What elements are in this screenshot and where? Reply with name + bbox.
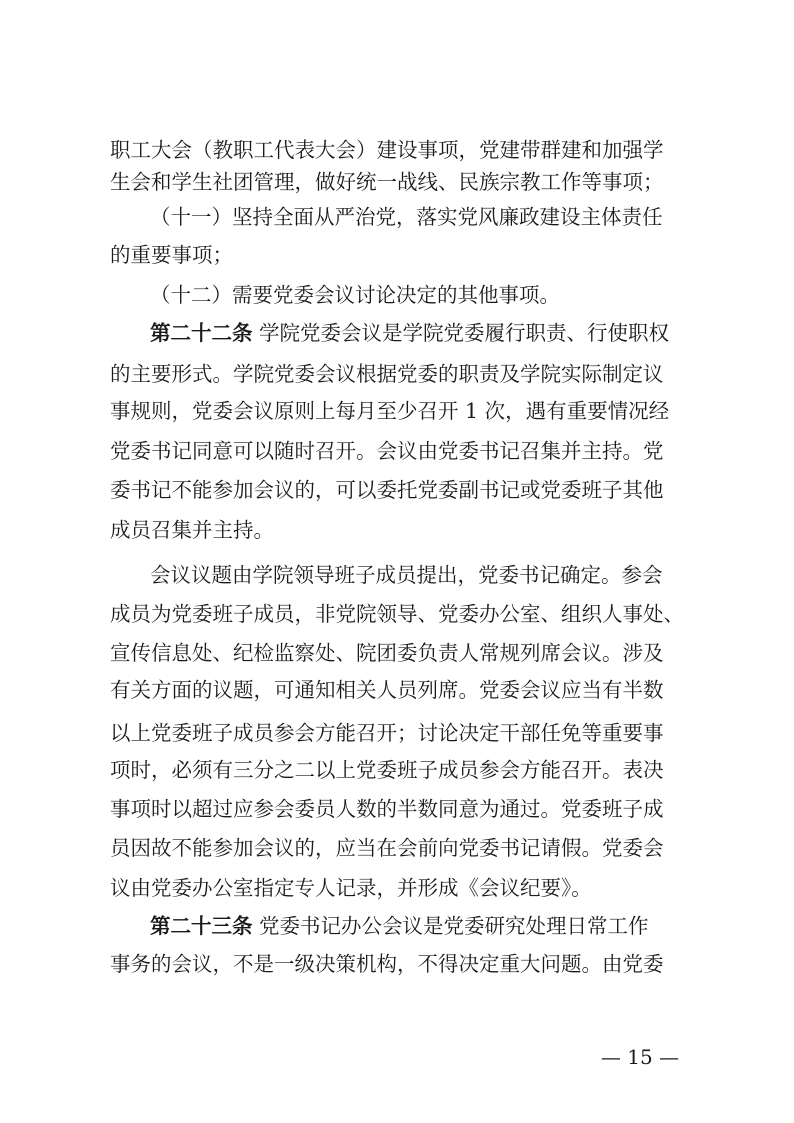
text-line: 有关方面的议题，可通知相关人员列席。党委会议应当有半数	[110, 678, 664, 702]
text-line: 成员召集并主持。	[110, 518, 274, 542]
text-line: 项时，必须有三分之二以上党委班子成员参会方能召开。表决	[110, 758, 664, 782]
text-line: 事务的会议，不是一级决策机构，不得决定重大问题。由党委	[110, 952, 664, 976]
page-number: — 15 —	[600, 1045, 680, 1069]
text-line: （十一）坚持全面从严治党，落实党风廉政建设主体责任	[150, 205, 663, 229]
article-23-line	[150, 908, 690, 944]
text-line: （十二）需要党委会议讨论决定的其他事项。	[150, 283, 560, 307]
text-line: 职工大会（教职工代表大会）建设事项，党建带群建和加强学	[110, 138, 664, 162]
article-text: 党委书记办公会议是党委研究处理日常工作	[259, 914, 649, 938]
text-line: 党委书记同意可以随时召开。会议由党委书记召集并主持。党	[110, 439, 664, 463]
article-heading: 第二十三条	[150, 914, 253, 938]
text-line: 事规则，党委会议原则上每月至少召开 1 次，遇有重要情况经	[110, 399, 670, 423]
text-line: 会议议题由学院领导班子成员提出，党委书记确定。参会	[150, 563, 663, 587]
text-line: 事项时以超过应参会委员人数的半数同意为通过。党委班子成	[110, 797, 664, 821]
text-line: 的主要形式。学院党委会议根据党委的职责及学院实际制定议	[110, 362, 664, 386]
text-line: 委书记不能参加会议的，可以委托党委副书记或党委班子其他	[110, 478, 664, 502]
article-heading: 第二十二条	[150, 321, 253, 345]
text-line: 议由党委办公室指定专人记录，并形成《会议纪要》。	[110, 876, 592, 900]
article-22-line	[150, 315, 690, 351]
text-line: 的重要事项；	[110, 243, 233, 267]
text-line: 宣传信息处、纪检监察处、院团委负责人常规列席会议。涉及	[110, 641, 664, 665]
text-line: 成员为党委班子成员，非党院领导、党委办公室、组织人事处、	[110, 602, 684, 626]
text-line: 生会和学生社团管理，做好统一战线、民族宗教工作等事项；	[110, 170, 664, 194]
article-text: 学院党委会议是学院党委履行职责、行使职权	[259, 321, 670, 345]
text-line: 员因故不能参加会议的，应当在会前向党委书记请假。党委会	[110, 836, 664, 860]
text-line: 以上党委班子成员参会方能召开；讨论决定干部任免等重要事	[110, 721, 664, 745]
